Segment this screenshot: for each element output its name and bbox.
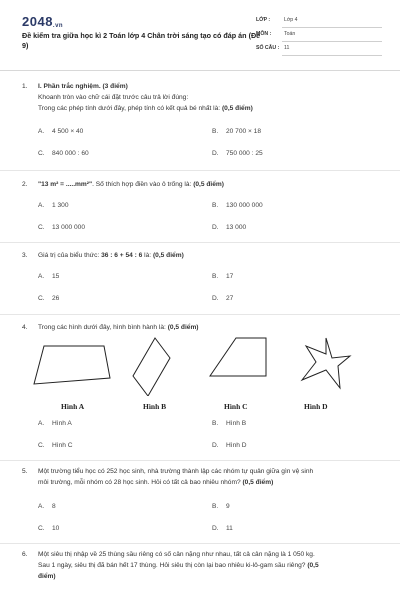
option-c[interactable]: C. 26: [38, 295, 60, 302]
shape-d-star: [302, 338, 350, 388]
question-text: môi trường, mỗi nhóm có 28 học sinh. Hỏi có tất cả bao nhiêu nhóm?: [38, 479, 241, 486]
question-text: Giá trị của biểu thức:: [38, 252, 100, 259]
question-divider: [0, 242, 400, 243]
option-d[interactable]: D. Hình D: [212, 442, 247, 449]
meta-label: MÔN :: [256, 31, 272, 37]
question-text: Trong các phép tính dưới đây, phép tính có kết quả bé nhất là:: [38, 105, 221, 112]
question-points: (0,5 điểm): [152, 252, 184, 259]
question-number: 5.: [22, 468, 28, 475]
question-points: (0,5 điểm): [221, 105, 253, 112]
question-expression: "13 m² = .....mm²": [38, 181, 93, 188]
option-c[interactable]: C. 10: [38, 525, 60, 532]
question-2: [22, 179, 384, 190]
question-points: (0,5 điểm): [167, 324, 199, 331]
question-number: 2.: [22, 181, 28, 188]
question-divider: [0, 460, 400, 461]
header-divider: [0, 70, 400, 71]
question-points: điểm): [38, 573, 56, 580]
question-points: (0,5 điểm): [242, 479, 274, 486]
question-divider: [0, 170, 400, 171]
meta-question-count: [256, 42, 382, 56]
shape-c-trapezoid: [210, 338, 266, 376]
shape-label-b: Hình B: [143, 402, 167, 411]
question-number: 3.: [22, 252, 28, 259]
meta-value: Lớp 4: [284, 17, 298, 23]
document-title: Đề kiểm tra giữa học kì 2 Toán lớp 4 Chân trời sáng tạo có đáp án (Đề 9): [22, 31, 261, 50]
question-divider: [0, 314, 400, 315]
question-points: (0,5: [307, 562, 319, 569]
option-c[interactable]: C. Hình C: [38, 442, 73, 449]
option-b[interactable]: B. 20 700 × 18: [212, 128, 262, 135]
option-b[interactable]: B. Hình B: [212, 420, 247, 427]
shape-label-d: Hình D: [304, 402, 328, 411]
question-points: (0,5 điểm): [193, 181, 224, 188]
option-a[interactable]: A. 15: [38, 273, 60, 280]
meta-label: LỚP :: [256, 17, 271, 23]
question-6: [22, 549, 384, 582]
question-1: [22, 81, 384, 114]
option-a[interactable]: A. 4 500 × 40: [38, 128, 84, 135]
shapes-figure: [30, 336, 370, 396]
document-header: [0, 0, 400, 66]
option-d[interactable]: D. 11: [212, 525, 233, 532]
option-c[interactable]: C. 13 000 000: [38, 224, 86, 231]
question-number: 4.: [22, 324, 28, 331]
question-divider: [0, 543, 400, 544]
option-d[interactable]: D. 750 000 : 25: [212, 150, 263, 157]
meta-label: SỐ CÂU :: [256, 45, 280, 51]
question-number: 6.: [22, 551, 28, 558]
shape-a-quadrilateral: [34, 346, 110, 384]
option-a[interactable]: A. Hình A: [38, 420, 72, 427]
shape-label-a: Hình A: [61, 402, 85, 411]
question-text: Một trường tiểu học có 252 học sinh, nhà trường thành lập các nhóm tự quản giữa gìn vệ sinh: [38, 468, 314, 475]
question-5: [22, 466, 384, 488]
meta-class: [256, 14, 382, 28]
meta-value: 11: [284, 45, 290, 51]
site-logo[interactable]: [22, 14, 63, 29]
question-text: . Số thích hợp điền vào ô trống là:: [92, 181, 192, 188]
option-d[interactable]: D. 27: [212, 295, 234, 302]
logo-text: 2048: [22, 14, 53, 29]
question-text: Trong các hình dưới đây, hình bình hành là:: [38, 324, 166, 331]
shape-label-c: Hình C: [224, 402, 248, 411]
instruction-text: Khoanh tròn vào chữ cái đặt trước câu trả lời đúng:: [38, 94, 189, 101]
option-d[interactable]: D. 13 000: [212, 224, 247, 231]
question-expression: 36 : 6 + 54 : 6: [101, 252, 143, 259]
meta-value: Toán: [284, 31, 296, 37]
option-a[interactable]: A. 1 300: [38, 202, 69, 209]
option-a[interactable]: A. 8: [38, 503, 56, 510]
option-b[interactable]: B. 9: [212, 503, 230, 510]
section-heading: I. Phần trắc nghiệm. (3 điểm): [38, 83, 128, 90]
shape-b-rotated-square: [133, 338, 170, 396]
question-4: [22, 322, 384, 333]
question-3: 3. Giá trị của biểu thức: 36 : 6 + 54 : 6 là: (0,5 điểm): [22, 252, 184, 259]
meta-subject: [256, 28, 382, 42]
question-text: Sau 1 ngày, siêu thị đã bán hết 17 thùng. Hỏi siêu thị còn lại bao nhiêu ki-lô-gam sầu riêng?: [38, 562, 306, 569]
option-b[interactable]: B. 17: [212, 273, 234, 280]
option-b[interactable]: B. 130 000 000: [212, 202, 263, 209]
question-number: 1.: [22, 83, 28, 90]
question-text: Một siêu thị nhập về 25 thùng sầu riêng có số cân nặng như nhau, tất cả cân nặng là 1 050 kg.: [38, 551, 315, 558]
logo-suffix: .vn: [52, 23, 64, 29]
option-c[interactable]: C. 840 000 : 60: [38, 150, 89, 157]
